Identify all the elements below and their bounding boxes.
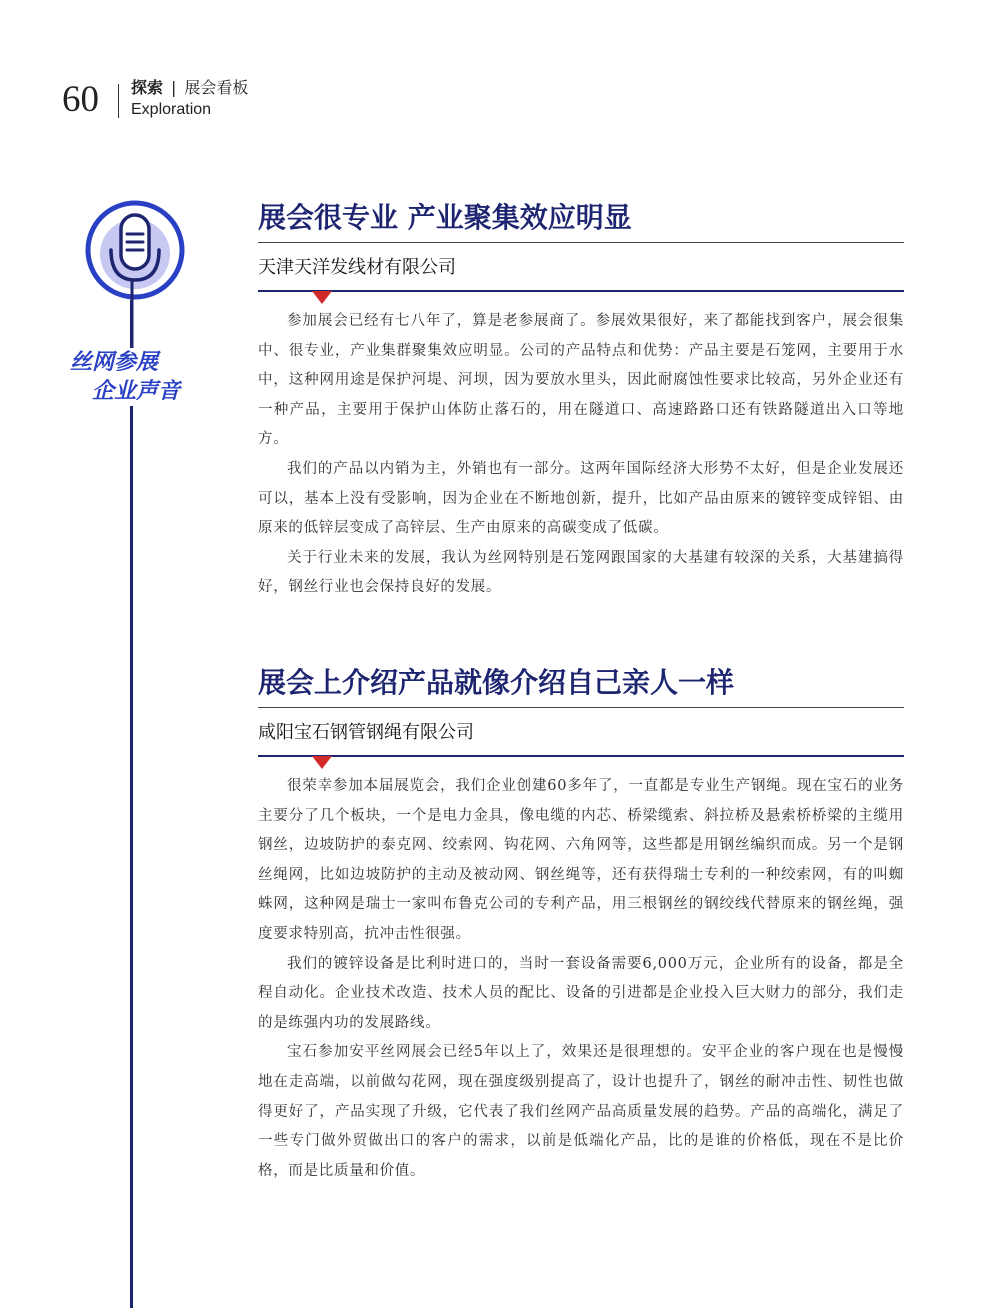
header-subsection: 展会看板 [184, 78, 249, 97]
header-section: 探索 [131, 78, 164, 97]
paragraph: 我们的产品以内销为主，外销也有一部分。这两年国际经济大形势不太好，但是企业发展还可以，基本上没有受影响，因为企业在不断地创新，提升，比如产品由原来的镀锌变成锌铝、由原来的低锌层变成了高锌层、生产由原来的高碳变成了低碳。 [258, 460, 904, 537]
paragraph: 我们的镀锌设备是比利时进口的，当时一套设备需要6,000万元，企业所有的设备，都是全程自动化。企业技术改造、技术人员的配比、设备的引进都是企业投入巨大财力的部分，我们走的是练强内功的发展路线。 [258, 955, 904, 1031]
page-number: 60 [62, 79, 99, 120]
company-name: 天津天洋发线材有限公司 [258, 257, 456, 278]
sidebar-caption-line1: 丝网参展 [70, 350, 159, 375]
sidebar-vertical-line [130, 300, 133, 1308]
paragraph: 参加展会已经有七八年了，算是老参展商了。参展效果很好，来了都能找到客户，展会很集中、很专业，产业集群聚集效应明显。公司的产品特点和优势：产品主要是石笼网，主要用于水中，这种网用途是保护河堤、河坝，因为要放水里头，因此耐腐蚀性要求比较高，另外企业还有一种产品，主要用于保护山体防止落石的，用在隧道口、高速路路口还有铁路隧道出入口等地方。 [258, 313, 904, 448]
header-section-en: Exploration [131, 101, 212, 118]
article-title: 展会上介绍产品就像介绍自己亲人一样 [258, 666, 735, 699]
paragraph: 宝石参加安平丝网展会已经5年以上了，效果还是很理想的。安平企业的客户现在也是慢慢地在走高端，以前做勾花网，现在强度级别提高了，设计也提升了，钢丝的耐冲击性、韧性也做得更好了，产品实现了升级，它代表了我们丝网产品高质量发展的趋势。产品的高端化，满足了一些专门做外贸做出口的客户的需求，以前是低端化产品，比的是谁的价格低，现在不是比价格，而是比质量和价值。 [258, 1044, 904, 1179]
article-body [258, 307, 904, 603]
sidebar-caption-line2: 企业声音 [92, 379, 181, 404]
header-section-cn [131, 78, 248, 98]
article-title: 展会很专业 产业聚集效应明显 [258, 201, 632, 234]
header-divider [118, 84, 119, 118]
article-2 [258, 663, 904, 1186]
title-rule [258, 242, 904, 243]
company-rule [258, 290, 904, 292]
company-rule [258, 755, 904, 757]
sidebar-caption [70, 348, 190, 406]
microphone-icon [83, 198, 187, 348]
article-body [258, 772, 904, 1186]
company-name: 咸阳宝石钢管钢绳有限公司 [258, 722, 474, 743]
title-rule [258, 707, 904, 708]
paragraph: 关于行业未来的发展，我认为丝网特别是石笼网跟国家的大基建有较深的关系，大基建搞得好，钢丝行业也会保持良好的发展。 [258, 549, 904, 596]
header-separator: | [171, 78, 177, 97]
article-1 [258, 198, 904, 603]
triangle-marker-icon [312, 756, 332, 769]
paragraph: 很荣幸参加本届展览会，我们企业创建60多年了，一直都是专业生产钢绳。现在宝石的业务主要分了几个板块，一个是电力金具，像电缆的内芯、桥梁缆索、斜拉桥及悬索桥桥梁的主缆用钢丝，边坡防护的泰克网、绞索网、钩花网、六角网等，这些都是用钢丝编织而成。另一个是钢丝绳网，比如边坡防护的主动及被动网、钢丝绳等，还有获得瑞士专利的一种绞索网，有的叫蜘蛛网，这种网是瑞士一家叫布鲁克公司的专利产品，用三根钢丝的钢绞线代替原来的钢丝绳，强度要求特别高，抗冲击性很强。 [258, 778, 904, 942]
triangle-marker-icon [312, 291, 332, 304]
